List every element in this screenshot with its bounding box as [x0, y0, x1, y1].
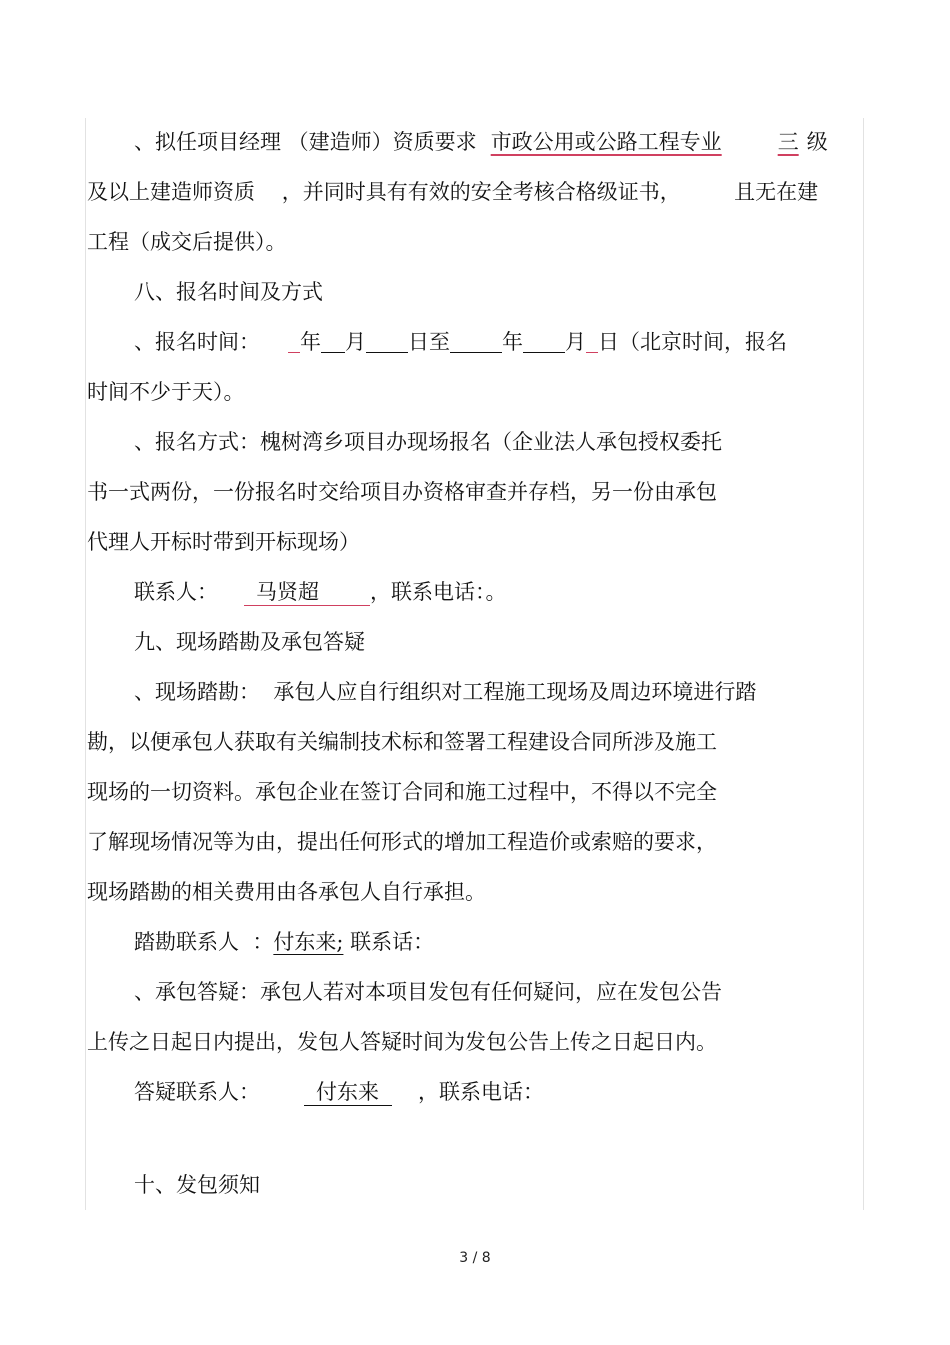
contact-phone-label: ，联系电话：。	[370, 580, 507, 604]
qa-contact-line	[134, 1077, 544, 1107]
site-survey-line-2: 勘，以便承包人获取有关编制技术标和签署工程建设合同所涉及施工	[87, 730, 717, 754]
text-day-end: 日（北京时间，报名	[598, 330, 787, 354]
text-year-2: 年	[502, 330, 523, 354]
qualification-label: 、拟任项目经理 （建造师）资质要求	[134, 130, 477, 154]
registration-method-line-1: 、报名方式：槐树湾乡项目办现场报名（企业法人承包授权委托	[134, 430, 722, 454]
qa-contact-phone-label: ，联系电话：	[418, 1080, 544, 1104]
qualification-line-3: 工程（成交后提供）。	[87, 230, 287, 254]
page-frame-right	[863, 118, 864, 1210]
site-survey-line-1: 、现场踏勘： 承包人应自行组织对工程施工现场及周边环境进行踏	[134, 680, 757, 704]
section-9-title: 九、现场踏勘及承包答疑	[134, 630, 365, 654]
qualification-level: 三	[777, 130, 799, 154]
blank-start-day	[366, 328, 408, 353]
registration-contact-line	[134, 577, 507, 607]
survey-contact-phone-label: 联系话：	[343, 930, 435, 954]
survey-contact-line	[134, 927, 434, 957]
section-8-title: 八、报名时间及方式	[134, 280, 323, 304]
registration-method-line-3: 代理人开标时带到开标现场）	[87, 530, 360, 554]
blank-end-year	[450, 328, 502, 353]
site-survey-line-3: 现场的一切资料。承包企业在签订合同和施工过程中，不得以不完全	[87, 780, 717, 804]
text-month-2: 月	[565, 330, 586, 354]
qualification-specialty: 市政公用或公路工程专业	[490, 130, 722, 154]
text-month: 月	[345, 330, 366, 354]
qa-contact-label: 答疑联系人：	[134, 1080, 260, 1104]
qualification-line-1	[134, 127, 828, 157]
survey-contact-label: 踏勘联系人 ：	[134, 930, 274, 954]
contact-label: 联系人：	[134, 580, 218, 604]
contact-name: 马贤超	[244, 579, 370, 606]
qualification-line-2: 及以上建造师资质 ，并同时具有有效的安全考核合格级证书， 且无在建	[87, 180, 819, 204]
page-frame-left	[85, 118, 86, 1210]
qa-line-2: 上传之日起日内提出，发包人答疑时间为发包公告上传之日起日内。	[87, 1030, 717, 1054]
page-number: 3 / 8	[459, 1250, 491, 1266]
registration-time-line-2: 时间不少于天）。	[87, 380, 245, 404]
blank-end-day	[586, 328, 598, 353]
qa-line-1: 、承包答疑：承包人若对本项目发包有任何疑问，应在发包公告	[134, 980, 722, 1004]
qa-contact-name: 付东来	[304, 1079, 392, 1106]
text-day-to: 日至	[408, 330, 450, 354]
site-survey-line-4: 了解现场情况等为由，提出任何形式的增加工程造价或索赔的要求，	[87, 830, 717, 854]
registration-time-label: 、报名时间：	[134, 330, 260, 354]
blank-start-year	[288, 328, 300, 353]
registration-method-line-2: 书一式两份，一份报名时交给项目办资格审查并存档，另一份由承包	[87, 480, 717, 504]
registration-time-line-1	[134, 327, 787, 357]
text-year: 年	[300, 330, 321, 354]
section-10-title: 十、发包须知	[134, 1173, 260, 1197]
qualification-level-suffix: 级	[806, 130, 828, 154]
blank-start-month	[321, 328, 345, 353]
survey-contact-name: 付东来;	[273, 930, 344, 954]
blank-end-month	[523, 328, 565, 353]
site-survey-line-5: 现场踏勘的相关费用由各承包人自行承担。	[87, 880, 486, 904]
